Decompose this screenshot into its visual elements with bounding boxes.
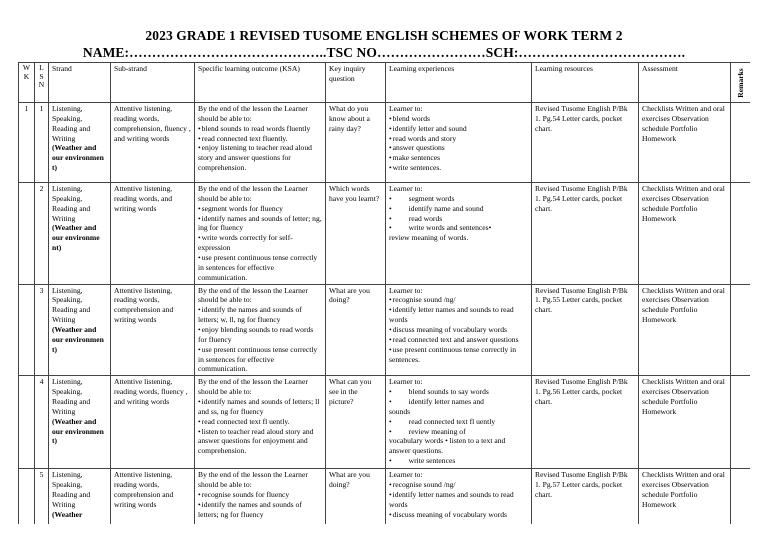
list-item: • use present continuous tense correctly in sentences for effective communication.: [198, 253, 322, 283]
cell-assessment: Checklists Written and oral exercises Observation schedule Portfolio Homework: [639, 183, 731, 285]
cell-lesson: 5: [35, 469, 49, 524]
strand-theme: (Weather and our environmen t): [52, 143, 104, 173]
list-item: • blend sounds to read words fluently: [198, 124, 322, 134]
table-row: [19, 183, 751, 285]
cell-week: [19, 284, 35, 376]
cell-remarks: [731, 103, 751, 183]
cell-experiences: Learner to: • recognise sound /ng/ • identify letter names and sounds to read words • discuss meaning of vocabulary words • read connected text and answer questions • use present continuous tense correctly in sentences.: [386, 284, 532, 376]
list-item: • read connected text and answer questions: [389, 335, 528, 345]
strand-theme: (Weather and our environmen t): [52, 416, 104, 446]
cell-outcome: By the end of the lesson the Learner should be able to: • identify the names and sounds of letters; w, ll, ng for fluency • enjoy blending sounds to read words for fluency • use present continuous tense correctly in sentences for effective communication.: [195, 284, 326, 376]
cell-outcome: By the end of the lesson the Learner should be able to: • segment words for fluency • identify names and sounds of letter; ng, ing for fluency • write words correctly for self-expression • use present continuous tense correctly in sentences for effective communication.: [195, 183, 326, 285]
list-item: • recognise sounds for fluency: [198, 490, 322, 500]
list-item: • recognise sound /ng/: [389, 295, 528, 305]
cell-strand: Listening, Speaking, Reading and Writing (Weather and our environmen t): [49, 284, 111, 376]
cell-lesson: 1: [35, 103, 49, 183]
cell-week: [19, 469, 35, 524]
cell-sub-strand: Attentive listening, reading words, comprehension and writing words: [111, 284, 195, 376]
header-remarks: Remarks: [731, 63, 751, 103]
list-item: • identify letter names and: [389, 397, 528, 407]
cell-remarks: [731, 469, 751, 524]
list-item: • write words correctly for self-expression: [198, 233, 322, 253]
header-outcome: Specific learning outcome (KSA): [195, 63, 326, 103]
cell-resources: Revised Tusome English P/Bk 1. Pg.54 Letter cards, pocket chart.: [532, 183, 639, 285]
list-item: • make sentences: [389, 153, 528, 163]
strand-theme: (Weather and our environme nt): [52, 223, 100, 253]
list-item: • identify the names and sounds of letters; ng for fluency: [198, 500, 322, 520]
cell-assessment: Checklists Written and oral exercises Observation schedule Portfolio Homework: [639, 469, 731, 524]
cell-week: [19, 183, 35, 285]
table-row: [19, 284, 751, 376]
cell-sub-strand: Attentive listening, reading words, fluency , and writing words: [111, 376, 195, 469]
table-header-row: [19, 63, 751, 103]
cell-strand: Listening, Speaking, Reading and Writing (Weather and our environmen t): [49, 103, 111, 183]
cell-week: 1: [19, 103, 35, 183]
list-item: • read words: [389, 214, 528, 224]
table-row: [19, 103, 751, 183]
cell-experiences: Learner to: • segment words • identify name and sound • read words • write words and sentences• review meaning of words.: [386, 183, 532, 285]
list-item: • segment words: [389, 194, 528, 204]
list-item: • write sentences.: [389, 163, 528, 173]
cell-experiences: Learner to: • blend sounds to say words • identify letter names and sounds • read connected text fl uently • review meaning of vocabulary words • listen to a text and answer questions. • write sentences: [386, 376, 532, 469]
cell-lesson: 2: [35, 183, 49, 285]
header-experiences: Learning experiences: [386, 63, 532, 103]
list-item: • discuss meaning of vocabulary words: [389, 325, 528, 335]
schemes-of-work-table: [18, 62, 750, 524]
list-item: • read connected text fl uently.: [198, 417, 322, 427]
strand-theme: (Weather and our environmen t): [52, 325, 104, 354]
cell-question: What do you know about a rainy day?: [326, 103, 386, 183]
list-item: • review meaning of: [389, 427, 528, 437]
list-item: • write words and sentences•: [389, 223, 528, 233]
cell-lesson: 4: [35, 376, 49, 469]
list-item: • segment words for fluency: [198, 204, 322, 214]
cell-assessment: Checklists Written and oral exercises Observation schedule Portfolio Homework: [639, 284, 731, 376]
document-subtitle: NAME:……………………………………..TSC NO……………………SCH:……………………………….: [82, 45, 686, 60]
list-item: • identify names and sounds of letter; ng, ing for fluency: [198, 214, 322, 234]
cell-strand: Listening, Speaking, Reading and Writing (Weather and our environme nt): [49, 183, 111, 285]
list-item: • blend sounds to say words: [389, 387, 528, 397]
header-week: W K: [19, 63, 35, 103]
list-item: • read words and story: [389, 134, 528, 144]
cell-sub-strand: Attentive listening, reading words, and writing words: [111, 183, 195, 285]
cell-resources: Revised Tusome English P/Bk 1. Pg.57 Letter cards, pocket chart.: [532, 469, 639, 524]
header-sub-strand: Sub-strand: [111, 63, 195, 103]
list-item: • recognise sound /ng/: [389, 480, 528, 490]
cell-assessment: Checklists Written and oral exercises Observation schedule Portfolio Homework: [639, 376, 731, 469]
cell-question: What can you see in the picture?: [326, 376, 386, 469]
list-item: • use present continuous tense correctly in sentences for effective communication.: [198, 345, 322, 375]
list-item: • enjoy listening to teacher read aloud story and answer questions for comprehension.: [198, 143, 322, 173]
cell-outcome: By the end of the lesson the Learner should be able to: • blend sounds to read words fluently • read connected text fluently. • enjoy listening to teacher read aloud story and answer questions for comprehension.: [195, 103, 326, 183]
cell-strand: Listening, Speaking, Reading and Writing (Weather: [49, 469, 111, 524]
list-item: • discuss meaning of vocabulary words: [389, 510, 528, 520]
header-assessment: Assessment: [639, 63, 731, 103]
list-item: • use present continuous tense correctly in sentences.: [389, 345, 528, 365]
header-strand: Strand: [49, 63, 111, 103]
cell-outcome: By the end of the lesson the Learner should be able to: • recognise sounds for fluency • identify the names and sounds of letters; ng for fluency: [195, 469, 326, 524]
cell-remarks: [731, 284, 751, 376]
table-row: [19, 376, 751, 469]
list-item: • identify letter names and sounds to read words: [389, 490, 528, 510]
header-question: Key inquiry question: [326, 63, 386, 103]
cell-experiences: Learner to: • blend words • identify letter and sound • read words and story • answer questions • make sentences • write sentences.: [386, 103, 532, 183]
strand-theme: (Weather: [52, 509, 83, 519]
cell-strand: Listening, Speaking, Reading and Writing (Weather and our environmen t): [49, 376, 111, 469]
cell-question: Which words have you learnt?: [326, 183, 386, 285]
list-item: • identify name and sound: [389, 204, 528, 214]
list-item: • blend words: [389, 114, 528, 124]
schemes-table-container: [18, 62, 750, 524]
document-title: 2023 GRADE 1 REVISED TUSOME ENGLISH SCHEMES OF WORK TERM 2: [145, 28, 623, 43]
table-row: [19, 469, 751, 524]
cell-sub-strand: Attentive listening, reading words, comprehension and writing words: [111, 469, 195, 524]
list-item: • listen to teacher read aloud story and answer questions for enjoyment and comprehension.: [198, 427, 322, 457]
list-item: • identify names and sounds of letters; ll and ss, ng for fluency: [198, 397, 322, 417]
cell-outcome: By the end of the lesson the Learner should be able to: • identify names and sounds of letters; ll and ss, ng for fluency • read connected text fl uently. • listen to teacher read aloud story and answer questions for enjoyment and comprehension.: [195, 376, 326, 469]
cell-resources: Revised Tusome English P/Bk 1. Pg.55 Letter cards, pocket chart.: [532, 284, 639, 376]
list-item: • enjoy blending sounds to read words for fluency: [198, 325, 322, 345]
cell-resources: Revised Tusome English P/Bk 1. Pg.56 Letter cards, pocket chart.: [532, 376, 639, 469]
list-item: • read connected text fl uently: [389, 417, 528, 427]
list-item: • identify letter and sound: [389, 124, 528, 134]
cell-question: What are you doing?: [326, 284, 386, 376]
cell-lesson: 3: [35, 284, 49, 376]
header-resources: Learning resources: [532, 63, 639, 103]
list-item: • read connected text fluently.: [198, 134, 322, 144]
header-lesson: L S N: [35, 63, 49, 103]
cell-remarks: [731, 376, 751, 469]
cell-remarks: [731, 183, 751, 285]
cell-experiences: Learner to: • recognise sound /ng/ • identify letter names and sounds to read words • discuss meaning of vocabulary words: [386, 469, 532, 524]
cell-week: [19, 376, 35, 469]
cell-resources: Revised Tusome English P/Bk 1. Pg.54 Letter cards, pocket chart.: [532, 103, 639, 183]
list-item: • identify letter names and sounds to read words: [389, 305, 528, 325]
list-item: • write sentences: [389, 456, 528, 466]
list-item: • identify the names and sounds of letters; w, ll, ng for fluency: [198, 305, 322, 325]
cell-sub-strand: Attentive listening, reading words, comprehension, fluency , and writing words: [111, 103, 195, 183]
cell-question: What are you doing?: [326, 469, 386, 524]
cell-assessment: Checklists Written and oral exercises Observation schedule Portfolio Homework: [639, 103, 731, 183]
list-item: • answer questions: [389, 143, 528, 153]
